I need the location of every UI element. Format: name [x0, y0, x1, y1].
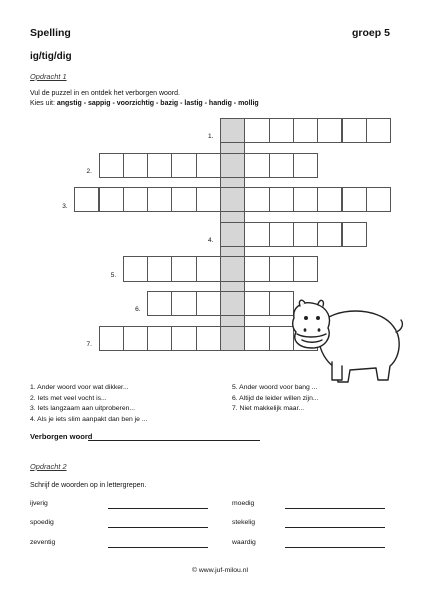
crossword-cell[interactable] — [99, 153, 124, 178]
crossword-cell[interactable] — [147, 187, 172, 212]
choose-prefix: Kies uit: — [30, 100, 55, 107]
crossword-row-number: 4. — [208, 237, 214, 245]
crossword-row-number: 3. — [62, 202, 68, 210]
crossword-cell[interactable] — [293, 256, 318, 281]
crossword-row-number: 5. — [110, 271, 117, 279]
crossword-cell[interactable] — [147, 256, 172, 281]
clue-7: 7. Niet makkelijk maar... — [232, 405, 305, 412]
crossword-cell[interactable] — [244, 326, 269, 351]
footer-copyright: © www.juf-milou.nl — [192, 567, 248, 574]
crossword-cell[interactable] — [244, 187, 269, 212]
hidden-word-cell[interactable] — [220, 118, 245, 143]
crossword-row-number: 2. — [86, 167, 92, 175]
crossword-cell[interactable] — [244, 291, 269, 316]
clues-left — [30, 383, 148, 425]
subject-title: Spelling — [30, 27, 71, 39]
crossword-cell[interactable] — [196, 153, 221, 178]
crossword-cell[interactable] — [171, 326, 196, 351]
crossword-cell[interactable] — [196, 256, 221, 281]
crossword-cell[interactable] — [293, 222, 318, 247]
crossword-cell[interactable] — [244, 153, 269, 178]
clue-4: 4. Als je iets slim aanpakt dan ben je ... — [30, 415, 148, 423]
crossword-cell[interactable] — [171, 153, 196, 178]
crossword-cell[interactable] — [171, 291, 196, 316]
crossword-cell[interactable] — [99, 187, 124, 212]
answer-line-right-2[interactable] — [285, 527, 385, 528]
word-left-1: ijverig — [30, 500, 48, 507]
clue-3: 3. Iets langzaam aan uitproberen... — [30, 405, 136, 412]
crossword-cell[interactable] — [366, 118, 391, 143]
crossword-cell[interactable] — [171, 256, 196, 281]
crossword-cell[interactable] — [123, 256, 148, 281]
answer-line-left-1[interactable] — [108, 508, 208, 509]
answer-line-left-3[interactable] — [108, 547, 208, 548]
crossword-row-number: 6. — [135, 306, 141, 314]
answer-line-right-1[interactable] — [285, 508, 385, 509]
crossword-cell[interactable] — [342, 222, 367, 247]
crossword-cell[interactable] — [123, 153, 148, 178]
crossword-cell[interactable] — [269, 187, 294, 212]
answer-line-left-2[interactable] — [108, 527, 208, 528]
crossword-cell[interactable] — [293, 118, 318, 143]
hidden-word-cell[interactable] — [220, 256, 245, 281]
word-right-3: waardig — [232, 539, 256, 546]
crossword-cell[interactable] — [317, 118, 342, 143]
group-label: groep 5 — [352, 27, 390, 39]
crossword-cell[interactable] — [123, 187, 148, 212]
clue-6: 6. Altijd de leider willen zijn... — [232, 394, 319, 402]
crossword-cell[interactable] — [293, 153, 318, 178]
assignment2-title: Opdracht 2 — [30, 462, 67, 471]
crossword-cell[interactable] — [147, 291, 172, 316]
crossword-cell[interactable] — [293, 187, 318, 212]
hidden-word-cell[interactable] — [220, 222, 245, 247]
hidden-word-cell[interactable] — [220, 187, 245, 212]
word-left-2: spoedig — [30, 519, 54, 526]
hidden-word-cell[interactable] — [220, 153, 245, 178]
crossword-cell[interactable] — [123, 326, 148, 351]
hidden-word-label: Verborgen woord — [30, 432, 93, 441]
crossword-cell[interactable] — [196, 187, 221, 212]
crossword-row-number: 7. — [86, 340, 92, 348]
hidden-word-cell[interactable] — [220, 326, 245, 351]
assignment2-instruction: Schrijf de woorden op in lettergrepen. — [30, 482, 147, 489]
crossword-cell[interactable] — [74, 187, 99, 212]
crossword-cell[interactable] — [244, 256, 269, 281]
crossword-cell[interactable] — [269, 153, 294, 178]
clue-5: 5. Ander woord voor bang ... — [232, 384, 318, 391]
crossword-cell[interactable] — [269, 256, 294, 281]
crossword-cell[interactable] — [366, 187, 391, 212]
topic-title: ig/tig/dig — [30, 51, 72, 62]
crossword-cell[interactable] — [342, 187, 367, 212]
word-left-3: zeventig — [30, 539, 56, 546]
crossword-cell[interactable] — [171, 187, 196, 212]
hidden-word-cell[interactable] — [220, 291, 245, 316]
crossword-cell[interactable] — [317, 222, 342, 247]
crossword-cell[interactable] — [342, 118, 367, 143]
crossword-cell[interactable] — [244, 222, 269, 247]
word-right-2: stekelig — [232, 519, 256, 526]
assignment1-title: Opdracht 1 — [30, 72, 67, 81]
crossword-cell[interactable] — [317, 187, 342, 212]
crossword-cell[interactable] — [147, 153, 172, 178]
answer-line-right-3[interactable] — [285, 547, 385, 548]
clue-2: 2. Iets met veel vocht is... — [30, 394, 107, 402]
crossword-cell[interactable] — [196, 326, 221, 351]
crossword-cell[interactable] — [244, 118, 269, 143]
crossword-cell[interactable] — [196, 291, 221, 316]
crossword-row-number: 1. — [208, 133, 214, 141]
crossword-cell[interactable] — [269, 118, 294, 143]
word-choices: angstig - sappig - voorzichtig - bazig - lastig - handig - mollig — [56, 100, 259, 107]
crossword-cell[interactable] — [147, 326, 172, 351]
crossword-cell[interactable] — [269, 222, 294, 247]
hippo-illustration — [288, 296, 408, 388]
hidden-word-line[interactable] — [88, 440, 260, 441]
crossword-cell[interactable] — [99, 326, 124, 351]
clue-1: 1. Ander woord voor wat dikker... — [30, 384, 129, 391]
clues-right — [232, 383, 319, 415]
assignment1-instruction: Vul de puzzel in en ontdek het verborgen woord. — [30, 90, 180, 97]
word-right-1: moedig — [232, 500, 255, 507]
